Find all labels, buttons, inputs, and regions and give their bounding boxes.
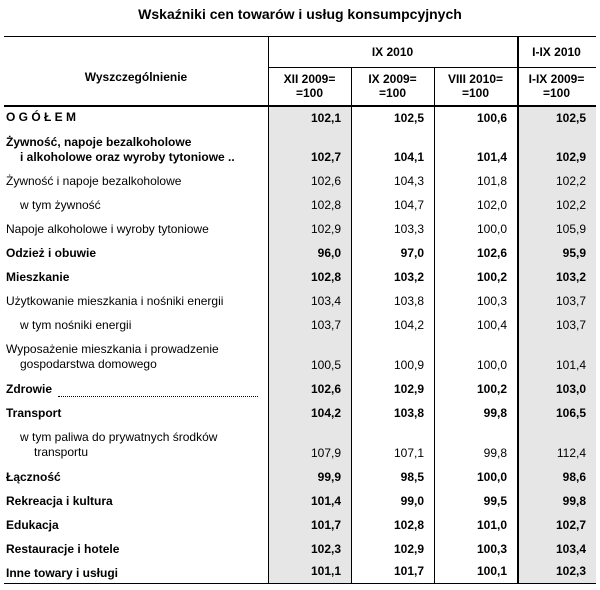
value-cell: 102,7 <box>310 150 341 164</box>
value-cell: 102,3 <box>310 542 341 556</box>
value-cell: 101,7 <box>310 518 341 532</box>
row-label-text: Restauracje i hotele <box>6 542 120 556</box>
row-label <box>20 430 264 460</box>
value-cell: 100,2 <box>476 382 507 396</box>
value-cell: 103,7 <box>555 318 586 332</box>
row-label <box>20 318 264 333</box>
header-column <box>268 72 351 100</box>
column-divider <box>517 37 519 583</box>
row-label-line <box>20 445 264 460</box>
row-label <box>6 246 264 261</box>
header-column <box>517 72 596 100</box>
row-label-text: transportu <box>34 445 89 459</box>
header-column-line: =100 <box>542 86 571 100</box>
value-cell: 102,8 <box>310 270 341 284</box>
value-cell: 97,0 <box>400 246 424 260</box>
row-label-line <box>20 430 264 445</box>
value-cell: 102,1 <box>310 111 341 125</box>
value-cell: 102,2 <box>555 198 586 212</box>
row-label-text: Transport <box>6 406 62 420</box>
value-cell: 107,1 <box>393 446 424 460</box>
row-label-line <box>6 518 264 533</box>
value-cell: 100,0 <box>476 222 507 236</box>
value-cell: 104,1 <box>393 150 424 164</box>
row-label <box>6 342 264 372</box>
value-cell: 103,0 <box>555 382 586 396</box>
row-label-line <box>6 342 264 357</box>
value-cell: 102,6 <box>310 174 341 188</box>
value-cell: 100,3 <box>476 542 507 556</box>
row-label-line <box>20 318 264 333</box>
row-label-line <box>6 270 264 285</box>
header-column-line: =100 <box>295 86 324 100</box>
value-cell: 102,5 <box>555 111 586 125</box>
row-label-line <box>20 198 264 213</box>
row-label-text: Zdrowie <box>6 382 53 396</box>
row-label-text: Mieszkanie <box>6 270 70 284</box>
row-label <box>6 542 264 557</box>
value-cell: 104,3 <box>393 174 424 188</box>
value-cell: 100,5 <box>310 358 341 372</box>
row-label-line <box>6 135 264 150</box>
row-label <box>6 518 264 533</box>
row-label-text: O G Ó Ł E M <box>6 110 77 124</box>
value-cell: 102,3 <box>555 564 586 578</box>
value-cell: 103,7 <box>310 318 341 332</box>
value-cell: 102,7 <box>555 518 586 532</box>
value-cell: 99,8 <box>483 406 507 420</box>
value-cell: 100,0 <box>476 470 507 484</box>
row-label <box>20 198 264 213</box>
row-label-line <box>6 382 264 397</box>
row-label <box>6 135 264 165</box>
value-cell: 101,8 <box>476 174 507 188</box>
value-cell: 107,9 <box>310 446 341 460</box>
row-label <box>6 566 264 581</box>
row-label-line <box>6 150 264 165</box>
value-cell: 103,2 <box>393 270 424 284</box>
value-cell: 102,6 <box>476 246 507 260</box>
value-cell: 102,6 <box>310 382 341 396</box>
value-cell: 104,7 <box>393 198 424 212</box>
header-column <box>351 72 434 100</box>
value-cell: 101,4 <box>310 494 341 508</box>
row-label-text: w tym nośniki energii <box>20 318 132 332</box>
row-label-line <box>6 406 264 421</box>
row-label-line <box>6 222 264 237</box>
value-cell: 99,8 <box>483 446 507 460</box>
value-cell: 102,8 <box>310 198 341 212</box>
row-label <box>6 222 264 237</box>
value-cell: 98,6 <box>562 470 586 484</box>
row-label <box>6 494 264 509</box>
row-label <box>6 382 264 397</box>
row-label-text: w tym żywność <box>20 198 101 212</box>
value-cell: 101,7 <box>393 564 424 578</box>
row-label-text: Odzież i obuwie <box>6 246 97 260</box>
header-row-label: Wyszczególnienie <box>84 70 188 84</box>
row-label-line <box>6 174 264 189</box>
value-cell: 103,7 <box>555 294 586 308</box>
value-cell: 103,2 <box>555 270 586 284</box>
value-cell: 100,6 <box>476 111 507 125</box>
dot-leader <box>58 385 258 397</box>
value-cell: 106,5 <box>555 406 586 420</box>
header-column <box>434 72 517 100</box>
row-label <box>6 270 264 285</box>
row-label-text: gospodarstwa domowego <box>20 357 157 371</box>
value-cell: 102,2 <box>555 174 586 188</box>
row-label-line <box>6 294 264 309</box>
row-label-text: w tym paliwa do prywatnych środków <box>20 430 218 444</box>
value-cell: 101,1 <box>310 564 341 578</box>
row-label-text: Żywność, napoje bezalkoholowe <box>6 135 192 149</box>
header-column-line: XII 2009= <box>283 72 336 86</box>
row-label <box>6 110 264 125</box>
row-label-text: Użytkowanie mieszkania i nośniki energii <box>6 294 224 308</box>
row-label-text: Wyposażenie mieszkania i prowadzenie <box>6 342 219 356</box>
header-divider <box>268 67 596 68</box>
row-label-line <box>6 357 264 372</box>
value-cell: 104,2 <box>310 406 341 420</box>
value-cell: 99,8 <box>562 494 586 508</box>
column-divider <box>268 37 269 583</box>
value-cell: 103,8 <box>393 406 424 420</box>
row-label <box>6 470 264 485</box>
header-group-ytd: I-IX 2010 <box>532 45 581 59</box>
row-label <box>6 294 264 309</box>
value-cell: 105,9 <box>555 222 586 236</box>
value-cell: 100,4 <box>476 318 507 332</box>
value-cell: 99,5 <box>483 494 507 508</box>
row-label-line <box>6 542 264 557</box>
header-column-line: =100 <box>378 86 407 100</box>
value-cell: 102,8 <box>393 518 424 532</box>
value-cell: 96,0 <box>317 246 341 260</box>
row-label-text: Rekreacja i kultura <box>6 494 113 508</box>
row-label-text: i alkoholowe oraz wyroby tytoniowe .. <box>20 150 235 164</box>
row-label-line <box>6 470 264 485</box>
value-cell: 100,1 <box>476 564 507 578</box>
value-cell: 100,2 <box>476 270 507 284</box>
value-cell: 101,4 <box>476 150 507 164</box>
value-cell: 103,3 <box>393 222 424 236</box>
value-cell: 104,2 <box>393 318 424 332</box>
value-cell: 101,4 <box>555 358 586 372</box>
row-label-line <box>6 494 264 509</box>
value-cell: 102,9 <box>393 382 424 396</box>
row-label-text: Napoje alkoholowe i wyroby tytoniowe <box>6 222 209 236</box>
header-column-line: VIII 2010= <box>447 72 504 86</box>
value-cell: 102,9 <box>555 150 586 164</box>
value-cell: 102,9 <box>393 542 424 556</box>
value-cell: 98,5 <box>400 470 424 484</box>
value-cell: 103,4 <box>555 542 586 556</box>
value-cell: 99,9 <box>317 470 341 484</box>
value-cell: 103,4 <box>310 294 341 308</box>
value-cell: 101,0 <box>476 518 507 532</box>
value-cell: 112,4 <box>556 446 586 460</box>
row-label-text: Żywność i napoje bezalkoholowe <box>6 174 182 188</box>
column-divider <box>351 67 352 583</box>
value-cell: 102,9 <box>310 222 341 236</box>
header-column-line: I-IX 2009= <box>528 72 585 86</box>
value-cell: 102,5 <box>393 111 424 125</box>
value-cell: 100,9 <box>393 358 424 372</box>
row-label <box>6 174 264 189</box>
value-cell: 102,0 <box>476 198 507 212</box>
row-label-text: Inne towary i usługi <box>6 566 119 580</box>
row-label <box>6 406 264 421</box>
header-group-month: IX 2010 <box>371 45 414 59</box>
column-divider <box>434 67 435 583</box>
header-column-line: IX 2009= <box>368 72 417 86</box>
row-label-line <box>6 566 264 581</box>
value-cell: 99,0 <box>400 494 424 508</box>
table-title: Wskaźniki cen towarów i usług konsumpcyjnych <box>138 6 462 22</box>
row-label-line <box>6 246 264 261</box>
value-cell: 95,9 <box>562 246 586 260</box>
row-label-line <box>6 110 264 125</box>
row-label-text: Edukacja <box>6 518 59 532</box>
header-column-line: =100 <box>461 86 490 100</box>
value-cell: 103,8 <box>393 294 424 308</box>
row-label-text: Łączność <box>6 470 61 484</box>
value-cell: 100,3 <box>476 294 507 308</box>
header-divider <box>4 105 596 107</box>
value-cell: 100,0 <box>476 358 507 372</box>
